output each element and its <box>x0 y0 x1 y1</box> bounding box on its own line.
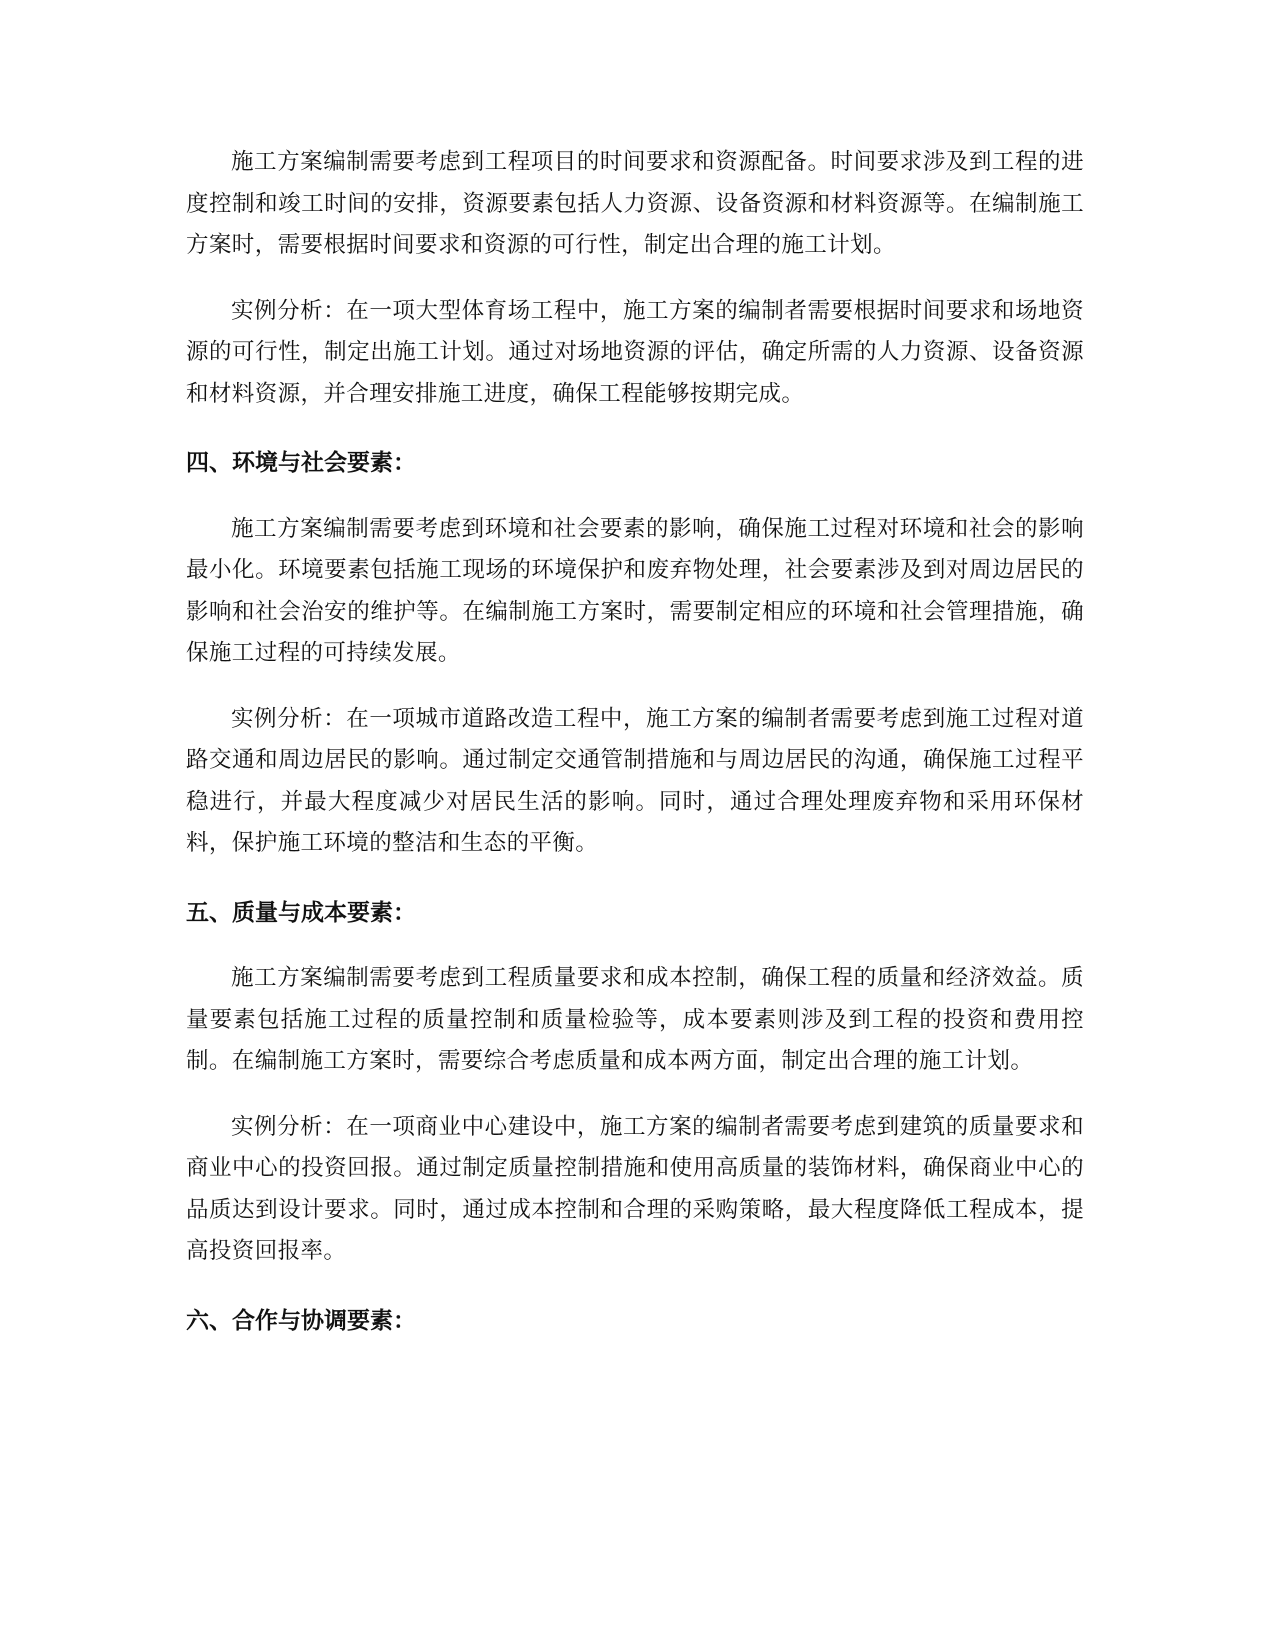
section-heading-quality-cost: 五、质量与成本要素： <box>186 899 416 926</box>
section-heading-cooperation: 六、合作与协调要素： <box>186 1307 416 1334</box>
paragraph-quality-cost: 施工方案编制需要考虑到工程质量要求和成本控制，确保工程的质量和经济效益。质量要素包括施工过程的质量控制和质量检验等，成本要素则涉及到工程的投资和费用控制。在编制施工方案时，需要综合考虑质量和成本两方面，制定出合理的施工计划。 <box>186 965 1084 1074</box>
section-heading-environment-society: 四、环境与社会要素： <box>186 450 416 476</box>
paragraph-environment-society: 施工方案编制需要考虑到环境和社会要素的影响，确保施工过程对环境和社会的影响最小化。环境要素包括施工现场的环境保护和废弃物处理，社会要素涉及到对周边居民的影响和社会治安的维护等。在编制施工方案时，需要制定相应的环境和社会管理措施，确保施工过程的可持续发展。 <box>186 515 1084 666</box>
paragraph-stadium-example: 实例分析：在一项大型体育场工程中，施工方案的编制者需要根据时间要求和场地资源的可行性，制定出施工计划。通过对场地资源的评估，确定所需的人力资源、设备资源和材料资源，并合理安排施工进度，确保工程能够按期完成。 <box>186 297 1084 407</box>
paragraph-commercial-example: 实例分析：在一项商业中心建设中，施工方案的编制者需要考虑到建筑的质量要求和商业中心的投资回报。通过制定质量控制措施和使用高质量的装饰材料，确保商业中心的品质达到设计要求。同时，通过成本控制和合理的采购策略，最大程度降低工程成本，提高投资回报率。 <box>186 1113 1084 1264</box>
document-page <box>186 142 1084 1342</box>
paragraph-time-resources: 施工方案编制需要考虑到工程项目的时间要求和资源配备。时间要求涉及到工程的进度控制和竣工时间的安排，资源要素包括人力资源、设备资源和材料资源等。在编制施工方案时，需要根据时间要求和资源的可行性，制定出合理的施工计划。 <box>186 149 1084 258</box>
paragraph-road-example: 实例分析：在一项城市道路改造工程中，施工方案的编制者需要考虑到施工过程对道路交通和周边居民的影响。通过制定交通管制措施和与周边居民的沟通，确保施工过程平稳进行，并最大程度减少对居民生活的影响。同时，通过合理处理废弃物和采用环保材料，保护施工环境的整洁和生态的平衡。 <box>186 705 1084 856</box>
